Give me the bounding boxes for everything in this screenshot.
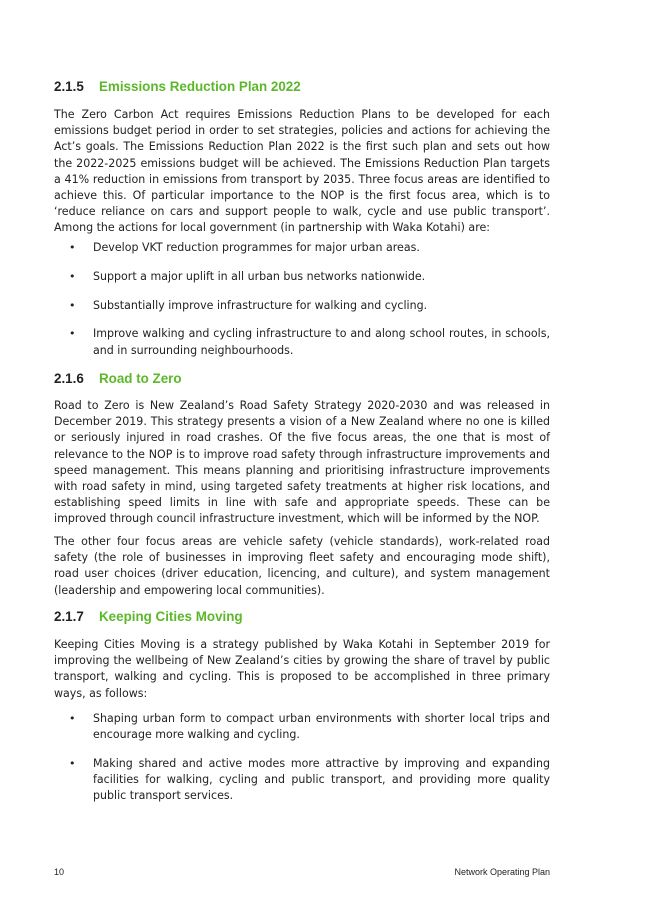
footer-document-title: Network Operating Plan [454, 867, 550, 877]
bullet-list-emissions-actions [54, 240, 550, 359]
list-item-text: Support a major uplift in all urban bus networks nationwide. [93, 269, 426, 283]
bullet-marker: • [69, 269, 76, 283]
bullet-marker: • [69, 712, 76, 725]
list-item-text: Shaping urban form to compact urban environments with shorter local trips and encourage more walking and cycling. [93, 712, 550, 742]
section-number: 2.1.6 [54, 371, 84, 386]
bullet-marker: • [69, 298, 76, 312]
paragraph: Road to Zero is New Zealand’s Road Safety Strategy 2020-2030 and was released in December 2019. This strategy presents a vision of a New Zealand where no one is killed or seriously injured in road crashes. Of the five focus areas, the one that is most of relevance to the NOP is to improve road safety through infrastructure improvements and speed management. This means planning and prioritising infrastructure improvements with road safety in mind, using targeted safety treatments at higher risk locations, and establishing speed limits in line with safe and appropriate speeds. These can be improved through council infrastructure investment, which will be informed by the NOP. [54, 399, 550, 526]
bullet-marker: • [69, 327, 76, 341]
section-title: Road to Zero [99, 371, 182, 386]
section-number: 2.1.7 [54, 609, 84, 624]
section-title: Emissions Reduction Plan 2022 [99, 79, 301, 94]
list-item [54, 711, 550, 743]
bullet-marker: • [69, 241, 76, 254]
paragraph: Keeping Cities Moving is a strategy published by Waka Kotahi in September 2019 for improving the wellbeing of New Zealand’s cities by growing the share of travel by public transport, walking and cycling. This is proposed to be accomplished in three primary ways, as follows: [54, 638, 550, 700]
list-item [54, 756, 550, 805]
bullet-marker: • [69, 757, 76, 770]
section-number: 2.1.5 [54, 79, 84, 94]
section-title: Keeping Cities Moving [99, 609, 243, 624]
list-item [54, 326, 550, 358]
section-heading-keeping-cities-moving [54, 609, 243, 625]
list-item-text: Substantially improve infrastructure for walking and cycling. [93, 298, 428, 312]
list-item-text: Develop VKT reduction programmes for major urban areas. [93, 241, 420, 254]
footer-page-number: 10 [54, 867, 65, 877]
section-heading-road-to-zero [54, 371, 182, 387]
document-page [54, 0, 550, 912]
section-heading-emissions-reduction-plan [54, 79, 301, 95]
list-item [54, 269, 550, 285]
list-item [54, 240, 550, 256]
list-item-text: Improve walking and cycling infrastructure to and along school routes, in schools, and in surrounding neighbourhoods. [93, 327, 550, 357]
bullet-list-keeping-cities-moving [54, 711, 550, 805]
paragraph: The other four focus areas are vehicle safety (vehicle standards), work-related road safety (the role of businesses in improving fleet safety and encouraging mode shift), road user choices (driver education, licencing, and culture), and system management (leadership and empowering local communities). [54, 535, 550, 597]
list-item [54, 298, 550, 314]
list-item-text: Making shared and active modes more attractive by improving and expanding facilities for walking, cycling and public transport, and providing more quality public transport services. [93, 757, 550, 803]
paragraph: The Zero Carbon Act requires Emissions Reduction Plans to be developed for each emissions budget period in order to set strategies, policies and actions for achieving the Act’s goals. The Emissions Reduction Plan 2022 is the first such plan and sets out how the 2022-2025 emissions budget will be achieved. The Emissions Reduction Plan targets a 41% reduction in emissions from transport by 2035. Three focus areas are identified to achieve this. Of particular importance to the NOP is the first focus area, which is to ‘reduce reliance on cars and support people to walk, cycle and use public transport’. Among the actions for local government (in partnership with Waka Kotahi) are: [54, 108, 550, 235]
